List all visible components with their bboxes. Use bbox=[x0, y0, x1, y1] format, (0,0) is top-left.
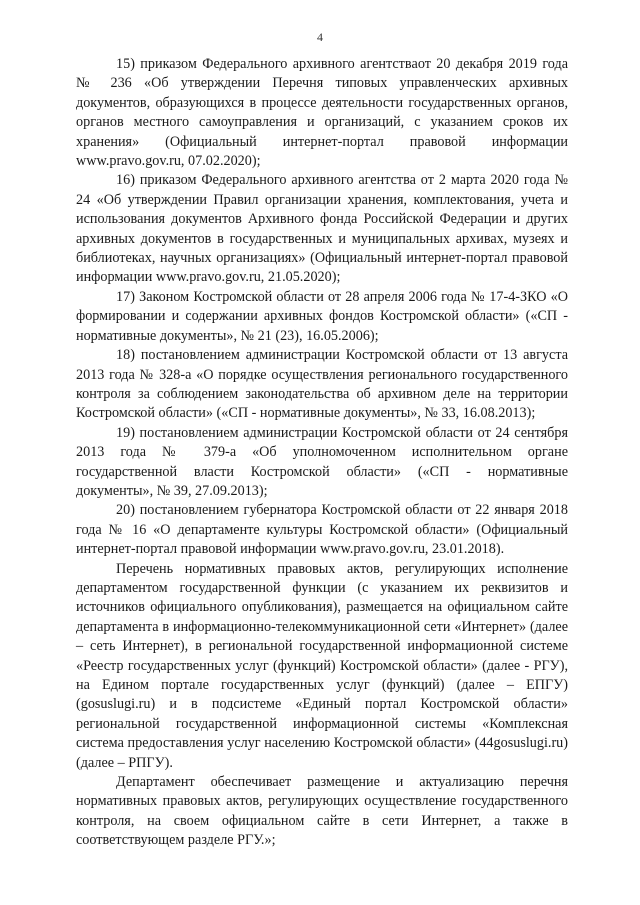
paragraph-item-20: 20) постановлением губернатора Костромской области от 22 января 2018 года № 16 «О департаменте культуры Костромской области» (Официальный интернет-портал правовой информации www.pravo.gov.ru, 23.01.2018). bbox=[76, 502, 568, 558]
document-body bbox=[76, 55, 568, 851]
paragraph-item-18: 18) постановлением администрации Костромской области от 13 августа 2013 года № 328-а «О порядке осуществления регионального государственного контроля за соблюдением законодательства об архивном деле на территории Костромской области» («СП - нормативные документы», № 33, 16.08.2013); bbox=[76, 347, 568, 422]
paragraph-item-15: 15) приказом Федерального архивного агентствaот 20 декабря 2019 года № 236 «Об утверждении Перечня типовых управленческих архивных документов, образующихся в процессе деятельности государственных органов, органов местного самоуправления и организаций, с указанием сроков их хранения» (Официальный интернет-портал правовой информации www.pravo.gov.ru, 07.02.2020); bbox=[76, 56, 568, 170]
paragraph-list-update: Департамент обеспечивает размещение и актуализацию перечня нормативных правовых актов, регулирующих осуществление государственного контроля, на своем официальном сайте в сети Интернет, а также в соответствующем разделе РГУ.»; bbox=[76, 774, 568, 849]
paragraph-list-placement: Перечень нормативных правовых актов, регулирующих исполнение департаментом государственной функции (с указанием их реквизитов и источников официального опубликования), размещается на официальном сайте департамента в информационно-телекоммуникационной сети «Интернет» (далее – сеть Интернет), в региональной государственной информационной системе «Реестр государственных услуг (функций) Костромской области» (далее - РГУ), на Едином портале государственных услуг (функций) (далее – ЕПГУ) (gosuslugi.ru) и в подсистеме «Единый портал Костромской области» региональной государственной информационной системы «Комплексная система предоставления услуг населению Костромской области» (44gosuslugi.ru) (далее – РПГУ). bbox=[76, 560, 568, 771]
paragraph-item-16: 16) приказом Федерального архивного агентства от 2 марта 2020 года № 24 «Об утверждении Правил организации хранения, комплектования, учета и использования документов Архивного фонда Российской Федерации и других архивных документов в государственных и муниципальных архивах, музеях и библиотеках, научных организациях» (Официальный интернет-портал правовой информации www.pravo.gov.ru, 21.05.2020); bbox=[76, 172, 568, 286]
paragraph-item-19: 19) постановлением администрации Костромской области от 24 сентября 2013 года № 379-а «Об уполномоченном исполнительном органе государственной власти Костромской области» («СП - нормативные документы», № 39, 27.09.2013); bbox=[76, 424, 568, 499]
page-number: 4 bbox=[317, 30, 323, 44]
paragraph-item-17: 17) Законом Костромской области от 28 апреля 2006 года № 17-4-ЗКО «О формировании и содержании архивных фондов Костромской области» («СП - нормативные документы», № 21 (23), 16.05.2006); bbox=[76, 288, 568, 344]
